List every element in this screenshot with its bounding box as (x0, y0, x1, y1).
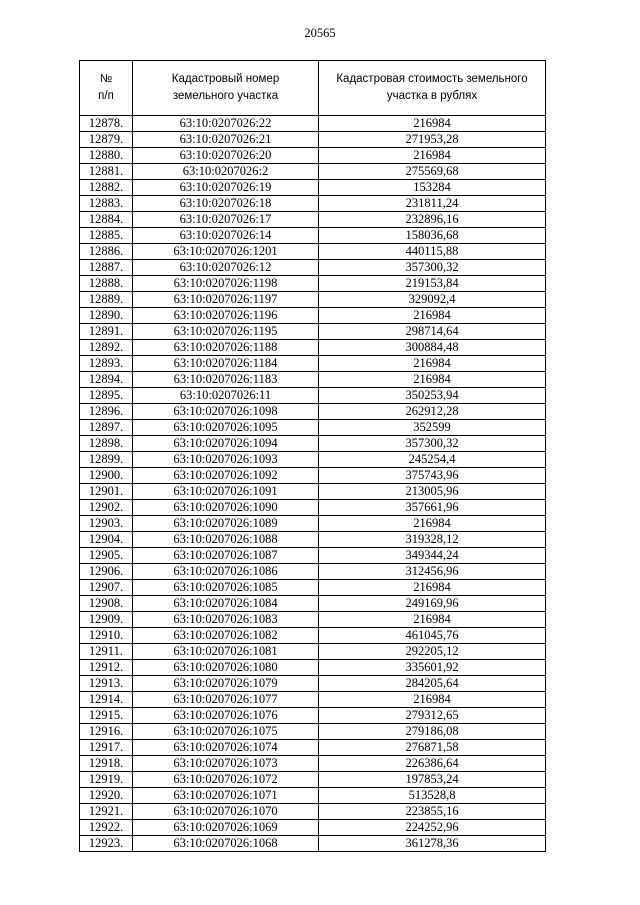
row-number-cell: 12903. (80, 516, 133, 532)
cadastral-value-cell: 216984 (319, 612, 546, 628)
cadastral-number-cell: 63:10:0207026:1084 (133, 596, 319, 612)
row-number-cell: 12909. (80, 612, 133, 628)
cadastral-value-cell: 357300,32 (319, 260, 546, 276)
cadastral-value-cell: 440115,88 (319, 244, 546, 260)
row-number-cell: 12899. (80, 452, 133, 468)
row-number-cell: 12900. (80, 468, 133, 484)
table-row (80, 276, 546, 292)
row-number-cell: 12898. (80, 436, 133, 452)
cadastral-number-cell: 63:10:0207026:1083 (133, 612, 319, 628)
cadastral-number-cell: 63:10:0207026:1071 (133, 788, 319, 804)
cadastral-value-cell: 249169,96 (319, 596, 546, 612)
cadastral-number-cell: 63:10:0207026:1085 (133, 580, 319, 596)
cadastral-number-cell: 63:10:0207026:1093 (133, 452, 319, 468)
table-body (80, 116, 546, 852)
row-number-cell: 12883. (80, 196, 133, 212)
row-number-cell: 12882. (80, 180, 133, 196)
cadastral-value-cell: 216984 (319, 692, 546, 708)
cadastral-value-cell: 224252,96 (319, 820, 546, 836)
row-number-cell: 12886. (80, 244, 133, 260)
row-number-cell: 12907. (80, 580, 133, 596)
table-row (80, 388, 546, 404)
cadastral-number-cell: 63:10:0207026:1077 (133, 692, 319, 708)
table-row (80, 468, 546, 484)
table-row (80, 340, 546, 356)
cadastral-number-cell: 63:10:0207026:1080 (133, 660, 319, 676)
table-row (80, 788, 546, 804)
row-number-cell: 12881. (80, 164, 133, 180)
row-number-cell: 12922. (80, 820, 133, 836)
table-row (80, 548, 546, 564)
cadastral-number-cell: 63:10:0207026:1068 (133, 836, 319, 852)
cadastral-number-cell: 63:10:0207026:1087 (133, 548, 319, 564)
table-row (80, 580, 546, 596)
table-row (80, 756, 546, 772)
row-number-cell: 12878. (80, 116, 133, 132)
table-row (80, 836, 546, 852)
row-number-cell: 12879. (80, 132, 133, 148)
row-number-cell: 12916. (80, 724, 133, 740)
cadastral-number-cell: 63:10:0207026:1183 (133, 372, 319, 388)
table-row (80, 436, 546, 452)
cadastral-value-cell: 245254,4 (319, 452, 546, 468)
row-number-cell: 12897. (80, 420, 133, 436)
table-row (80, 164, 546, 180)
cadastral-number-cell: 63:10:0207026:1095 (133, 420, 319, 436)
cadastral-value-cell: 292205,12 (319, 644, 546, 660)
cadastral-number-cell: 63:10:0207026:1098 (133, 404, 319, 420)
cadastral-number-cell: 63:10:0207026:1069 (133, 820, 319, 836)
table-row (80, 692, 546, 708)
cadastral-value-cell: 216984 (319, 356, 546, 372)
table-row (80, 484, 546, 500)
cadastral-number-cell: 63:10:0207026:22 (133, 116, 319, 132)
column-header-cadastral-line2: земельного участка (172, 90, 279, 102)
row-number-cell: 12918. (80, 756, 133, 772)
cadastral-number-cell: 63:10:0207026:1082 (133, 628, 319, 644)
cadastral-number-cell: 63:10:0207026:1188 (133, 340, 319, 356)
cadastral-number-cell: 63:10:0207026:1088 (133, 532, 319, 548)
row-number-cell: 12892. (80, 340, 133, 356)
cadastral-number-cell: 63:10:0207026:1195 (133, 324, 319, 340)
column-header-value-line1: Кадастровая стоимость земельного (336, 73, 528, 85)
cadastral-value-cell: 216984 (319, 148, 546, 164)
table-row (80, 196, 546, 212)
cadastral-value-cell: 216984 (319, 116, 546, 132)
cadastral-number-cell: 63:10:0207026:21 (133, 132, 319, 148)
table-row (80, 500, 546, 516)
row-number-cell: 12888. (80, 276, 133, 292)
row-number-cell: 12912. (80, 660, 133, 676)
row-number-cell: 12885. (80, 228, 133, 244)
cadastral-value-cell: 298714,64 (319, 324, 546, 340)
row-number-cell: 12910. (80, 628, 133, 644)
row-number-cell: 12895. (80, 388, 133, 404)
table-row (80, 324, 546, 340)
cadastral-value-cell: 223855,16 (319, 804, 546, 820)
cadastral-value-cell: 219153,84 (319, 276, 546, 292)
table-row (80, 660, 546, 676)
table-row (80, 292, 546, 308)
cadastral-number-cell: 63:10:0207026:1086 (133, 564, 319, 580)
cadastral-number-cell: 63:10:0207026:17 (133, 212, 319, 228)
cadastral-number-cell: 63:10:0207026:1073 (133, 756, 319, 772)
row-number-cell: 12919. (80, 772, 133, 788)
row-number-cell: 12887. (80, 260, 133, 276)
row-number-cell: 12896. (80, 404, 133, 420)
table-row (80, 372, 546, 388)
table-row (80, 724, 546, 740)
cadastral-number-cell: 63:10:0207026:1184 (133, 356, 319, 372)
cadastral-number-cell: 63:10:0207026:1196 (133, 308, 319, 324)
table-header (80, 61, 546, 116)
table-row (80, 628, 546, 644)
table-row (80, 676, 546, 692)
table-row (80, 740, 546, 756)
row-number-cell: 12902. (80, 500, 133, 516)
table-row (80, 116, 546, 132)
cadastral-number-cell: 63:10:0207026:1094 (133, 436, 319, 452)
cadastral-number-cell: 63:10:0207026:1197 (133, 292, 319, 308)
row-number-cell: 12880. (80, 148, 133, 164)
table-row (80, 532, 546, 548)
cadastral-number-cell: 63:10:0207026:1092 (133, 468, 319, 484)
table-row (80, 420, 546, 436)
cadastral-value-cell: 357300,32 (319, 436, 546, 452)
row-number-cell: 12893. (80, 356, 133, 372)
table-row (80, 212, 546, 228)
table-row (80, 564, 546, 580)
table-row (80, 612, 546, 628)
cadastral-value-cell: 350253,94 (319, 388, 546, 404)
cadastral-number-cell: 63:10:0207026:14 (133, 228, 319, 244)
row-number-cell: 12901. (80, 484, 133, 500)
cadastral-value-cell: 197853,24 (319, 772, 546, 788)
column-header-cadastral-line1: Кадастровый номер (171, 73, 280, 85)
cadastral-value-cell: 335601,92 (319, 660, 546, 676)
cadastral-value-cell: 216984 (319, 308, 546, 324)
cadastral-value-cell: 513528,8 (319, 788, 546, 804)
cadastral-value-cell: 216984 (319, 580, 546, 596)
table-row (80, 644, 546, 660)
cadastral-number-cell: 63:10:0207026:20 (133, 148, 319, 164)
cadastral-number-cell: 63:10:0207026:1079 (133, 676, 319, 692)
cadastral-value-cell: 279186,08 (319, 724, 546, 740)
cadastral-value-table (79, 60, 546, 852)
cadastral-value-cell: 349344,24 (319, 548, 546, 564)
column-header-value-line2: участка в рублях (386, 90, 478, 102)
table-row (80, 244, 546, 260)
column-header-number-line1: № (99, 73, 113, 85)
cadastral-number-cell: 63:10:0207026:1198 (133, 276, 319, 292)
cadastral-value-cell: 231811,24 (319, 196, 546, 212)
table-row (80, 260, 546, 276)
cadastral-number-cell: 63:10:0207026:1081 (133, 644, 319, 660)
cadastral-value-cell: 312456,96 (319, 564, 546, 580)
column-header-number-line2: п/п (98, 90, 114, 102)
cadastral-value-cell: 279312,65 (319, 708, 546, 724)
table-row (80, 596, 546, 612)
cadastral-value-cell: 153284 (319, 180, 546, 196)
cadastral-value-cell: 271953,28 (319, 132, 546, 148)
row-number-cell: 12904. (80, 532, 133, 548)
cadastral-value-cell: 216984 (319, 372, 546, 388)
cadastral-number-cell: 63:10:0207026:1072 (133, 772, 319, 788)
cadastral-value-cell: 461045,76 (319, 628, 546, 644)
table-row (80, 804, 546, 820)
cadastral-number-cell: 63:10:0207026:1074 (133, 740, 319, 756)
cadastral-number-cell: 63:10:0207026:1089 (133, 516, 319, 532)
cadastral-number-cell: 63:10:0207026:1090 (133, 500, 319, 516)
table-row (80, 404, 546, 420)
table-row (80, 772, 546, 788)
row-number-cell: 12890. (80, 308, 133, 324)
table-row (80, 516, 546, 532)
cadastral-value-cell: 232896,16 (319, 212, 546, 228)
cadastral-value-cell: 300884,48 (319, 340, 546, 356)
cadastral-value-cell: 262912,28 (319, 404, 546, 420)
cadastral-number-cell: 63:10:0207026:1091 (133, 484, 319, 500)
cadastral-value-cell: 213005,96 (319, 484, 546, 500)
column-header-cadastral-number (133, 61, 319, 116)
table-header-row (80, 61, 546, 116)
row-number-cell: 12889. (80, 292, 133, 308)
row-number-cell: 12894. (80, 372, 133, 388)
page-number: 20565 (304, 26, 336, 40)
cadastral-number-cell: 63:10:0207026:2 (133, 164, 319, 180)
row-number-cell: 12913. (80, 676, 133, 692)
cadastral-number-cell: 63:10:0207026:1075 (133, 724, 319, 740)
cadastral-value-cell: 352599 (319, 420, 546, 436)
cadastral-value-cell: 216984 (319, 516, 546, 532)
cadastral-value-cell: 375743,96 (319, 468, 546, 484)
row-number-cell: 12920. (80, 788, 133, 804)
row-number-cell: 12923. (80, 836, 133, 852)
column-header-number (80, 61, 133, 116)
table-row (80, 180, 546, 196)
cadastral-number-cell: 63:10:0207026:11 (133, 388, 319, 404)
table-row (80, 148, 546, 164)
cadastral-value-cell: 276871,58 (319, 740, 546, 756)
row-number-cell: 12915. (80, 708, 133, 724)
table-row (80, 708, 546, 724)
cadastral-value-cell: 226386,64 (319, 756, 546, 772)
row-number-cell: 12917. (80, 740, 133, 756)
table-row (80, 228, 546, 244)
row-number-cell: 12914. (80, 692, 133, 708)
table-row (80, 452, 546, 468)
cadastral-number-cell: 63:10:0207026:1070 (133, 804, 319, 820)
cadastral-number-cell: 63:10:0207026:19 (133, 180, 319, 196)
row-number-cell: 12905. (80, 548, 133, 564)
cadastral-number-cell: 63:10:0207026:18 (133, 196, 319, 212)
cadastral-value-cell: 357661,96 (319, 500, 546, 516)
table-row (80, 820, 546, 836)
cadastral-number-cell: 63:10:0207026:12 (133, 260, 319, 276)
row-number-cell: 12884. (80, 212, 133, 228)
row-number-cell: 12908. (80, 596, 133, 612)
cadastral-number-cell: 63:10:0207026:1201 (133, 244, 319, 260)
table-row (80, 356, 546, 372)
cadastral-value-cell: 275569,68 (319, 164, 546, 180)
table-row (80, 308, 546, 324)
row-number-cell: 12911. (80, 644, 133, 660)
column-header-cadastral-value (319, 61, 546, 116)
cadastral-value-cell: 284205,64 (319, 676, 546, 692)
row-number-cell: 12921. (80, 804, 133, 820)
cadastral-value-cell: 319328,12 (319, 532, 546, 548)
row-number-cell: 12906. (80, 564, 133, 580)
cadastral-value-cell: 158036,68 (319, 228, 546, 244)
cadastral-value-cell: 361278,36 (319, 836, 546, 852)
table-row (80, 132, 546, 148)
row-number-cell: 12891. (80, 324, 133, 340)
cadastral-number-cell: 63:10:0207026:1076 (133, 708, 319, 724)
cadastral-value-cell: 329092,4 (319, 292, 546, 308)
